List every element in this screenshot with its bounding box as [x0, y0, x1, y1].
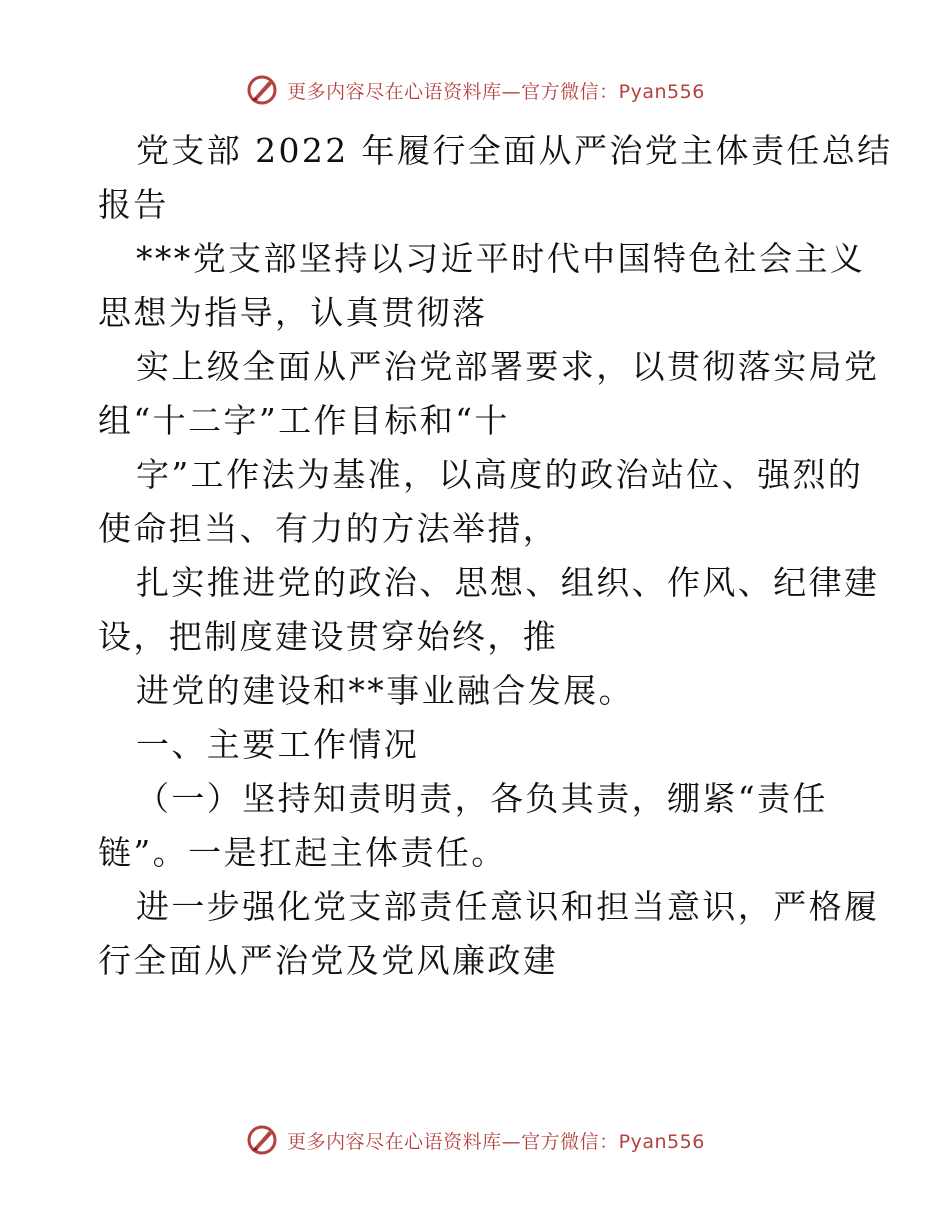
document-body: [98, 124, 893, 988]
paragraph-line: 设，把制度建设贯穿始终，推: [98, 617, 559, 656]
paragraph-line: 链”。一是扛起主体责任。: [98, 833, 507, 872]
paragraph-line: ***党支部坚持以习近平时代中国特色社会主义: [136, 239, 866, 278]
paragraph-line: 进一步强化党支部责任意识和担当意识，严格履: [136, 887, 880, 926]
subsection-heading: （一）坚持知责明责，各负其责，绷紧“责任: [136, 779, 828, 818]
header-watermark: [0, 70, 950, 110]
paragraph-line: 行全面从严治党及党风廉政建: [98, 941, 559, 980]
paragraph-line: 扎实推进党的政治、思想、组织、作风、纪律建: [136, 563, 880, 602]
quill-pen-logo-icon: [245, 1123, 279, 1157]
paragraph-line: 字”工作法为基准，以高度的政治站位、强烈的: [136, 455, 864, 494]
paragraph-line: 使命担当、有力的方法举措，: [98, 509, 559, 548]
paragraph-line: 实上级全面从严治党部署要求，以贯彻落实局党: [136, 347, 880, 386]
watermark-text: 更多内容尽在心语资料库—官方微信：Pyan556: [287, 80, 705, 103]
title-line-1: 党支部 2022 年履行全面从严治党主体责任总结: [136, 131, 893, 170]
footer-watermark: [0, 1120, 950, 1160]
watermark-text: 更多内容尽在心语资料库—官方微信：Pyan556: [287, 1130, 705, 1153]
paragraph-line: 思想为指导，认真贯彻落: [98, 293, 488, 332]
quill-pen-logo-icon: [245, 73, 279, 107]
section-heading: 一、主要工作情况: [136, 725, 420, 764]
paragraph-line: 进党的建设和**事业融合发展。: [136, 671, 634, 710]
title-line-2: 报告: [98, 185, 169, 224]
paragraph-line: 组“十二字”工作目标和“十: [98, 401, 510, 440]
